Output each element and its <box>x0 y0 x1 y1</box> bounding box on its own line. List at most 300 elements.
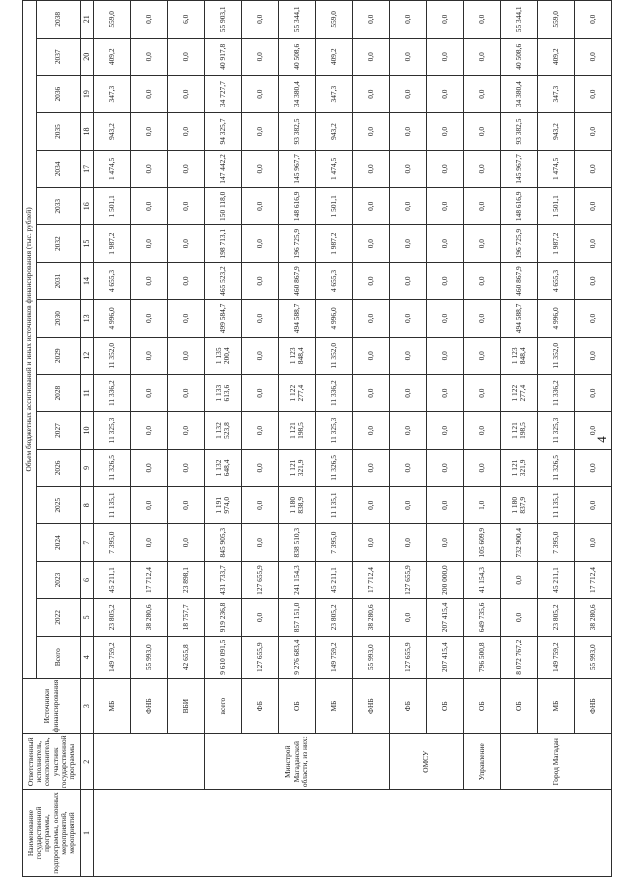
column-number: 20 <box>81 38 94 75</box>
year-value-cell: 94 325,7 <box>205 113 242 150</box>
year-value-cell: 0,0 <box>390 75 427 112</box>
year-value-cell: 0,0 <box>464 188 501 225</box>
year-value-cell: 1 123 848,4 <box>279 337 316 374</box>
year-value-cell: 11 336,2 <box>538 374 575 411</box>
year-value-cell: 0,0 <box>242 300 279 337</box>
funding-source-cell: ФНБ <box>575 678 612 734</box>
year-value-cell: 34 380,4 <box>279 75 316 112</box>
year-value-cell: 0,0 <box>168 524 205 561</box>
year-value-cell: 11 326,5 <box>538 449 575 486</box>
year-value-cell: 0,0 <box>242 374 279 411</box>
year-value-cell: 6,0 <box>168 1 205 39</box>
year-value-cell: 4 996,0 <box>538 300 575 337</box>
year-value-cell: 0,0 <box>427 412 464 449</box>
year-value-cell: 0,0 <box>390 337 427 374</box>
year-value-cell: 148 616,9 <box>501 188 538 225</box>
year-value-cell: 0,0 <box>390 300 427 337</box>
year-value-cell: 11 336,2 <box>316 374 353 411</box>
year-value-cell: 11 135,1 <box>94 487 131 524</box>
year-value-cell: 4 655,3 <box>94 262 131 299</box>
year-value-cell: 1 474,5 <box>94 150 131 187</box>
year-value-cell: 943,2 <box>316 113 353 150</box>
year-value-cell: 0,0 <box>464 38 501 75</box>
year-value-cell: 7 395,0 <box>316 524 353 561</box>
year-value-cell: 1 121 198,5 <box>279 412 316 449</box>
year-value-cell: 0,0 <box>131 225 168 262</box>
total-value-cell: 55 993,0 <box>353 636 390 678</box>
column-number: 11 <box>81 374 94 411</box>
header-total: Всего <box>37 636 81 678</box>
year-value-cell: 409,2 <box>316 38 353 75</box>
table-row <box>464 1 501 877</box>
year-value-cell: 4 655,3 <box>316 262 353 299</box>
year-value-cell: 460 867,9 <box>501 262 538 299</box>
year-value-cell: 1 121 198,5 <box>501 412 538 449</box>
year-value-cell: 0,0 <box>427 75 464 112</box>
year-value-cell: 0,0 <box>242 337 279 374</box>
header-year: 2033 <box>37 188 81 225</box>
year-value-cell: 0,0 <box>353 262 390 299</box>
year-value-cell: 1 180 837,9 <box>501 487 538 524</box>
total-value-cell: 42 655,8 <box>168 636 205 678</box>
year-value-cell: 0,0 <box>501 599 538 636</box>
year-value-cell: 347,3 <box>316 75 353 112</box>
year-value-cell: 1 123 848,4 <box>501 337 538 374</box>
year-value-cell: 45 211,1 <box>94 561 131 598</box>
year-value-cell: 857 151,0 <box>279 599 316 636</box>
year-value-cell: 0,0 <box>131 412 168 449</box>
year-value-cell: 1 180 838,9 <box>279 487 316 524</box>
column-number: 4 <box>81 636 94 678</box>
year-value-cell: 465 523,2 <box>205 262 242 299</box>
executor-cell: Город Магадан <box>501 734 612 790</box>
table-row <box>94 1 131 877</box>
column-number: 7 <box>81 524 94 561</box>
year-value-cell: 0,0 <box>390 188 427 225</box>
year-value-cell: 0,0 <box>575 300 612 337</box>
total-value-cell: 8 072 767,2 <box>501 636 538 678</box>
column-number: 12 <box>81 337 94 374</box>
year-value-cell: 0,0 <box>390 1 427 39</box>
year-value-cell: 0,0 <box>131 75 168 112</box>
year-value-cell: 0,0 <box>353 150 390 187</box>
year-value-cell: 17 712,4 <box>131 561 168 598</box>
header-source-column: Источники финансирования <box>23 678 81 734</box>
header-year: 2023 <box>37 561 81 598</box>
year-value-cell: 0,0 <box>390 449 427 486</box>
year-value-cell: 0,0 <box>464 262 501 299</box>
year-value-cell: 0,0 <box>353 188 390 225</box>
funding-source-cell: ФБ <box>390 678 427 734</box>
year-value-cell: 0,0 <box>242 188 279 225</box>
year-value-cell: 0,0 <box>464 1 501 39</box>
year-value-cell: 0,0 <box>353 1 390 39</box>
header-year: 2028 <box>37 374 81 411</box>
table-row <box>390 1 427 877</box>
year-value-cell: 93 382,5 <box>501 113 538 150</box>
column-number: 19 <box>81 75 94 112</box>
year-value-cell: 127 655,9 <box>390 561 427 598</box>
year-value-cell: 0,0 <box>390 599 427 636</box>
year-value-cell: 494 588,7 <box>279 300 316 337</box>
year-value-cell: 1 132 523,8 <box>205 412 242 449</box>
year-value-cell: 409,2 <box>94 38 131 75</box>
year-value-cell: 11 326,5 <box>316 449 353 486</box>
year-value-cell: 0,0 <box>575 1 612 39</box>
year-value-cell: 0,0 <box>464 150 501 187</box>
year-value-cell: 7 395,0 <box>94 524 131 561</box>
header-funding-volume: Объем бюджетных ассигнований и иных источников финансирования (тыс. рублей) <box>23 1 37 679</box>
year-value-cell: 0,0 <box>464 113 501 150</box>
year-value-cell: 0,0 <box>427 374 464 411</box>
header-year: 2035 <box>37 113 81 150</box>
year-value-cell: 0,0 <box>242 449 279 486</box>
year-value-cell: 1 135 200,4 <box>205 337 242 374</box>
column-number: 6 <box>81 561 94 598</box>
total-value-cell: 9 276 683,4 <box>279 636 316 678</box>
year-value-cell: 45 211,1 <box>538 561 575 598</box>
year-value-cell: 494 588,7 <box>501 300 538 337</box>
year-value-cell: 198 713,1 <box>205 225 242 262</box>
year-value-cell: 41 154,3 <box>464 561 501 598</box>
year-value-cell: 11 336,2 <box>94 374 131 411</box>
year-value-cell: 0,0 <box>131 300 168 337</box>
year-value-cell: 0,0 <box>464 300 501 337</box>
year-value-cell: 559,0 <box>316 1 353 39</box>
year-value-cell: 0,0 <box>575 449 612 486</box>
year-value-cell: 55 344,1 <box>501 1 538 39</box>
year-value-cell: 0,0 <box>168 113 205 150</box>
year-value-cell: 0,0 <box>242 599 279 636</box>
year-value-cell: 11 325,3 <box>94 412 131 449</box>
column-number: 8 <box>81 487 94 524</box>
year-value-cell: 0,0 <box>575 374 612 411</box>
year-value-cell: 55 903,1 <box>205 1 242 39</box>
column-number: 10 <box>81 412 94 449</box>
year-value-cell: 0,0 <box>353 225 390 262</box>
year-value-cell: 0,0 <box>464 374 501 411</box>
funding-source-cell: ФБ <box>242 678 279 734</box>
year-value-cell: 17 712,4 <box>575 561 612 598</box>
header-year: 2031 <box>37 262 81 299</box>
year-value-cell: 0,0 <box>168 300 205 337</box>
executor-cell: ОМСУ <box>390 734 464 790</box>
year-value-cell: 0,0 <box>427 188 464 225</box>
year-value-cell: 1 132 648,4 <box>205 449 242 486</box>
year-value-cell: 559,0 <box>94 1 131 39</box>
funding-source-cell: ВБИ <box>168 678 205 734</box>
executor-cell: Управление <box>464 734 501 790</box>
year-value-cell: 23 898,1 <box>168 561 205 598</box>
year-value-cell: 0,0 <box>575 262 612 299</box>
total-value-cell: 127 655,9 <box>390 636 427 678</box>
column-number: 5 <box>81 599 94 636</box>
header-year: 2026 <box>37 449 81 486</box>
year-value-cell: 499 584,7 <box>205 300 242 337</box>
year-value-cell: 0,0 <box>575 412 612 449</box>
year-value-cell: 0,0 <box>353 337 390 374</box>
total-value-cell: 55 993,0 <box>575 636 612 678</box>
year-value-cell: 0,0 <box>575 225 612 262</box>
year-value-cell: 1 191 974,0 <box>205 487 242 524</box>
year-value-cell: 919 236,8 <box>205 599 242 636</box>
year-value-cell: 0,0 <box>390 524 427 561</box>
year-value-cell: 40 508,6 <box>501 38 538 75</box>
year-value-cell: 0,0 <box>575 487 612 524</box>
year-value-cell: 11 325,3 <box>538 412 575 449</box>
year-value-cell: 0,0 <box>464 449 501 486</box>
year-value-cell: 1 987,2 <box>94 225 131 262</box>
year-value-cell: 0,0 <box>427 113 464 150</box>
year-value-cell: 147 442,2 <box>205 150 242 187</box>
year-value-cell: 0,0 <box>242 150 279 187</box>
year-value-cell: 0,0 <box>353 75 390 112</box>
total-value-cell: 207 415,4 <box>427 636 464 678</box>
year-value-cell: 0,0 <box>427 524 464 561</box>
year-value-cell: 1 121 321,9 <box>279 449 316 486</box>
year-value-cell: 1 501,1 <box>94 188 131 225</box>
year-value-cell: 0,0 <box>390 262 427 299</box>
year-value-cell: 409,2 <box>538 38 575 75</box>
column-number: 9 <box>81 449 94 486</box>
total-value-cell: 9 610 091,5 <box>205 636 242 678</box>
year-value-cell: 23 805,2 <box>316 599 353 636</box>
column-number: 3 <box>81 678 94 734</box>
column-number: 13 <box>81 300 94 337</box>
year-value-cell: 34 380,4 <box>501 75 538 112</box>
header-year: 2037 <box>37 38 81 75</box>
year-value-cell: 0,0 <box>575 75 612 112</box>
year-value-cell: 0,0 <box>242 75 279 112</box>
year-value-cell: 0,0 <box>242 225 279 262</box>
year-value-cell: 11 325,3 <box>316 412 353 449</box>
page-number: 4 <box>594 436 609 443</box>
header-year: 2036 <box>37 75 81 112</box>
year-value-cell: 7 395,0 <box>538 524 575 561</box>
year-value-cell: 943,2 <box>94 113 131 150</box>
year-value-cell: 0,0 <box>242 262 279 299</box>
year-value-cell: 23 805,2 <box>538 599 575 636</box>
total-value-cell: 127 655,9 <box>242 636 279 678</box>
header-year: 2030 <box>37 300 81 337</box>
year-value-cell: 732 900,4 <box>501 524 538 561</box>
column-number: 2 <box>81 734 94 790</box>
year-value-cell: 0,0 <box>131 1 168 39</box>
year-value-cell: 0,0 <box>390 113 427 150</box>
column-number: 18 <box>81 113 94 150</box>
year-value-cell: 0,0 <box>131 38 168 75</box>
funding-source-cell: ОБ <box>279 678 316 734</box>
header-year: 2029 <box>37 337 81 374</box>
year-value-cell: 1 474,5 <box>538 150 575 187</box>
column-number: 15 <box>81 225 94 262</box>
year-value-cell: 11 352,0 <box>316 337 353 374</box>
year-value-cell: 0,0 <box>575 38 612 75</box>
executor-cell: Минстрой Магаданской области, из них: <box>205 734 390 790</box>
column-number: 14 <box>81 262 94 299</box>
year-value-cell: 0,0 <box>168 150 205 187</box>
year-value-cell: 0,0 <box>168 38 205 75</box>
total-value-cell: 149 759,2 <box>94 636 131 678</box>
year-value-cell: 0,0 <box>390 374 427 411</box>
header-executor-column: Ответственный исполнитель, соисполнитель, участник государственной программы <box>23 734 81 790</box>
header-year: 2034 <box>37 150 81 187</box>
year-value-cell: 148 616,9 <box>279 188 316 225</box>
year-value-cell: 11 135,1 <box>316 487 353 524</box>
year-value-cell: 145 967,7 <box>279 150 316 187</box>
year-value-cell: 1 474,5 <box>316 150 353 187</box>
year-value-cell: 127 655,9 <box>242 561 279 598</box>
year-value-cell: 943,2 <box>538 113 575 150</box>
year-value-cell: 0,0 <box>168 337 205 374</box>
year-value-cell: 23 805,2 <box>94 599 131 636</box>
year-value-cell: 559,0 <box>538 1 575 39</box>
year-value-cell: 0,0 <box>131 150 168 187</box>
year-value-cell: 347,3 <box>538 75 575 112</box>
year-value-cell: 0,0 <box>575 113 612 150</box>
year-value-cell: 0,0 <box>168 487 205 524</box>
year-value-cell: 0,0 <box>390 150 427 187</box>
year-value-cell: 0,0 <box>390 487 427 524</box>
year-value-cell: 0,0 <box>427 300 464 337</box>
year-value-cell: 0,0 <box>353 300 390 337</box>
year-value-cell: 11 135,1 <box>538 487 575 524</box>
financing-table <box>22 0 612 877</box>
year-value-cell: 0,0 <box>131 374 168 411</box>
header-year: 2032 <box>37 225 81 262</box>
year-value-cell: 1 121 321,9 <box>501 449 538 486</box>
year-value-cell: 105 609,9 <box>464 524 501 561</box>
year-value-cell: 0,0 <box>131 337 168 374</box>
year-value-cell: 40 508,6 <box>279 38 316 75</box>
funding-source-cell: ОБ <box>464 678 501 734</box>
year-value-cell: 0,0 <box>242 412 279 449</box>
year-value-cell: 38 280,6 <box>131 599 168 636</box>
year-value-cell: 0,0 <box>390 38 427 75</box>
year-value-cell: 0,0 <box>353 449 390 486</box>
year-value-cell: 0,0 <box>242 524 279 561</box>
year-value-cell: 196 725,9 <box>501 225 538 262</box>
year-value-cell: 0,0 <box>464 225 501 262</box>
year-value-cell: 196 725,9 <box>279 225 316 262</box>
year-value-cell: 0,0 <box>427 262 464 299</box>
year-value-cell: 0,0 <box>427 225 464 262</box>
year-value-cell: 347,3 <box>94 75 131 112</box>
year-value-cell: 0,0 <box>501 561 538 598</box>
funding-source-cell: ОБ <box>501 678 538 734</box>
table-row <box>501 1 538 877</box>
year-value-cell: 200 000,0 <box>427 561 464 598</box>
year-value-cell: 0,0 <box>427 150 464 187</box>
year-value-cell: 0,0 <box>575 150 612 187</box>
year-value-cell: 0,0 <box>353 412 390 449</box>
funding-source-cell: МБ <box>538 678 575 734</box>
year-value-cell: 0,0 <box>464 412 501 449</box>
header-year: 2027 <box>37 412 81 449</box>
year-value-cell: 431 733,7 <box>205 561 242 598</box>
year-value-cell: 0,0 <box>575 524 612 561</box>
year-value-cell: 0,0 <box>168 188 205 225</box>
year-value-cell: 0,0 <box>390 412 427 449</box>
header-year: 2025 <box>37 487 81 524</box>
executor-cell <box>94 734 205 790</box>
year-value-cell: 0,0 <box>242 38 279 75</box>
year-value-cell: 0,0 <box>168 449 205 486</box>
year-value-cell: 1,0 <box>464 487 501 524</box>
year-value-cell: 0,0 <box>242 113 279 150</box>
column-numbers-row <box>81 1 94 877</box>
year-value-cell: 0,0 <box>131 449 168 486</box>
year-value-cell: 17 712,4 <box>353 561 390 598</box>
year-value-cell: 4 996,0 <box>94 300 131 337</box>
funding-source-cell: ФНБ <box>131 678 168 734</box>
header-year: 2024 <box>37 524 81 561</box>
year-value-cell: 0,0 <box>353 487 390 524</box>
program-name-cell <box>94 790 612 877</box>
year-value-cell: 0,0 <box>168 374 205 411</box>
year-value-cell: 40 917,8 <box>205 38 242 75</box>
year-value-cell: 0,0 <box>168 262 205 299</box>
year-value-cell: 0,0 <box>131 487 168 524</box>
year-value-cell: 45 211,1 <box>316 561 353 598</box>
column-number: 17 <box>81 150 94 187</box>
total-value-cell: 149 759,2 <box>538 636 575 678</box>
year-value-cell: 4 655,3 <box>538 262 575 299</box>
funding-source-cell: всего <box>205 678 242 734</box>
year-value-cell: 11 352,0 <box>94 337 131 374</box>
year-value-cell: 460 867,9 <box>279 262 316 299</box>
year-value-cell: 145 967,7 <box>501 150 538 187</box>
year-value-cell: 1 122 277,4 <box>501 374 538 411</box>
year-value-cell: 0,0 <box>427 337 464 374</box>
funding-source-cell: ФНБ <box>353 678 390 734</box>
total-value-cell: 149 759,2 <box>316 636 353 678</box>
year-value-cell: 0,0 <box>131 188 168 225</box>
year-value-cell: 0,0 <box>575 337 612 374</box>
column-number: 16 <box>81 188 94 225</box>
table-row <box>205 1 242 877</box>
year-value-cell: 11 326,5 <box>94 449 131 486</box>
year-value-cell: 1 501,1 <box>316 188 353 225</box>
funding-source-cell: ОБ <box>427 678 464 734</box>
year-value-cell: 207 415,4 <box>427 599 464 636</box>
year-value-cell: 38 280,6 <box>353 599 390 636</box>
total-value-cell: 796 500,8 <box>464 636 501 678</box>
year-value-cell: 0,0 <box>353 374 390 411</box>
year-value-cell: 0,0 <box>131 524 168 561</box>
year-value-cell: 0,0 <box>427 449 464 486</box>
year-value-cell: 0,0 <box>168 225 205 262</box>
year-value-cell: 34 727,7 <box>205 75 242 112</box>
year-value-cell: 38 280,6 <box>575 599 612 636</box>
year-value-cell: 0,0 <box>168 412 205 449</box>
table-body <box>94 1 612 877</box>
year-value-cell: 0,0 <box>427 38 464 75</box>
year-value-cell: 0,0 <box>427 487 464 524</box>
year-value-cell: 0,0 <box>131 262 168 299</box>
header-year: 2038 <box>37 1 81 39</box>
year-value-cell: 1 122 277,4 <box>279 374 316 411</box>
year-value-cell: 0,0 <box>575 188 612 225</box>
year-value-cell: 93 382,5 <box>279 113 316 150</box>
year-value-cell: 845 905,3 <box>205 524 242 561</box>
year-value-cell: 0,0 <box>353 38 390 75</box>
year-value-cell: 0,0 <box>464 75 501 112</box>
year-value-cell: 0,0 <box>131 113 168 150</box>
column-number: 1 <box>81 790 94 877</box>
year-value-cell: 838 510,3 <box>279 524 316 561</box>
year-value-cell: 0,0 <box>464 337 501 374</box>
